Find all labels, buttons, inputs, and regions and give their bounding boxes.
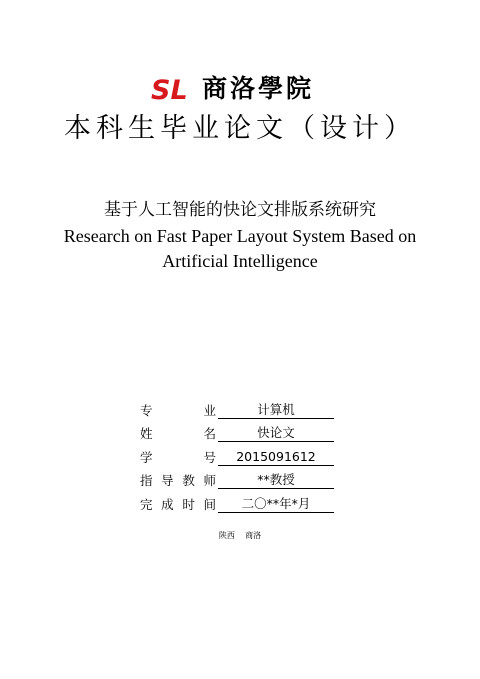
info-label-char: 教 [182,473,195,488]
thesis-title-english: Research on Fast Paper Layout System Based on Artificial Intelligence [63,226,417,271]
info-label-char: 学 [140,449,153,465]
info-label-char: 指 [140,473,153,488]
info-row [140,489,340,513]
document-type-title: 本科生毕业论文（设计） [64,113,416,144]
info-row [140,466,340,490]
info-value: 快论文 [218,425,334,442]
info-label-char: 业 [203,402,216,418]
info-label-char: 师 [203,473,216,488]
info-label-char: 姓 [140,426,153,441]
info-label [140,403,216,419]
info-label-char: 成 [161,496,174,512]
logo-mark-text: SL [151,75,188,104]
info-row [140,419,340,443]
info-label-char: 号 [203,449,216,465]
sl-logo-mark-icon [150,74,198,104]
thesis-title-chinese: 基于人工智能的快论文排版系统研究 [104,200,376,220]
info-label-char: 专 [140,402,153,418]
info-label-char: 导 [161,473,174,488]
info-value: **教授 [218,472,334,489]
info-label [140,497,216,513]
info-label [140,473,216,489]
info-value: 2015091612 [218,449,334,466]
info-label-char: 完 [140,496,153,512]
school-name: 商洛學院 [202,74,315,103]
info-label [140,450,216,466]
info-label [140,426,216,442]
place-line: 陕西 商洛 [218,531,262,540]
info-value: 二〇**年*月 [218,496,334,513]
info-row [140,395,340,419]
info-label-char: 间 [203,496,216,512]
info-label-char: 名 [203,426,216,441]
info-row [140,442,340,466]
student-info-block [140,395,340,513]
info-label-char: 时 [182,496,195,512]
info-value: 计算机 [218,402,334,419]
school-logo [150,72,350,106]
